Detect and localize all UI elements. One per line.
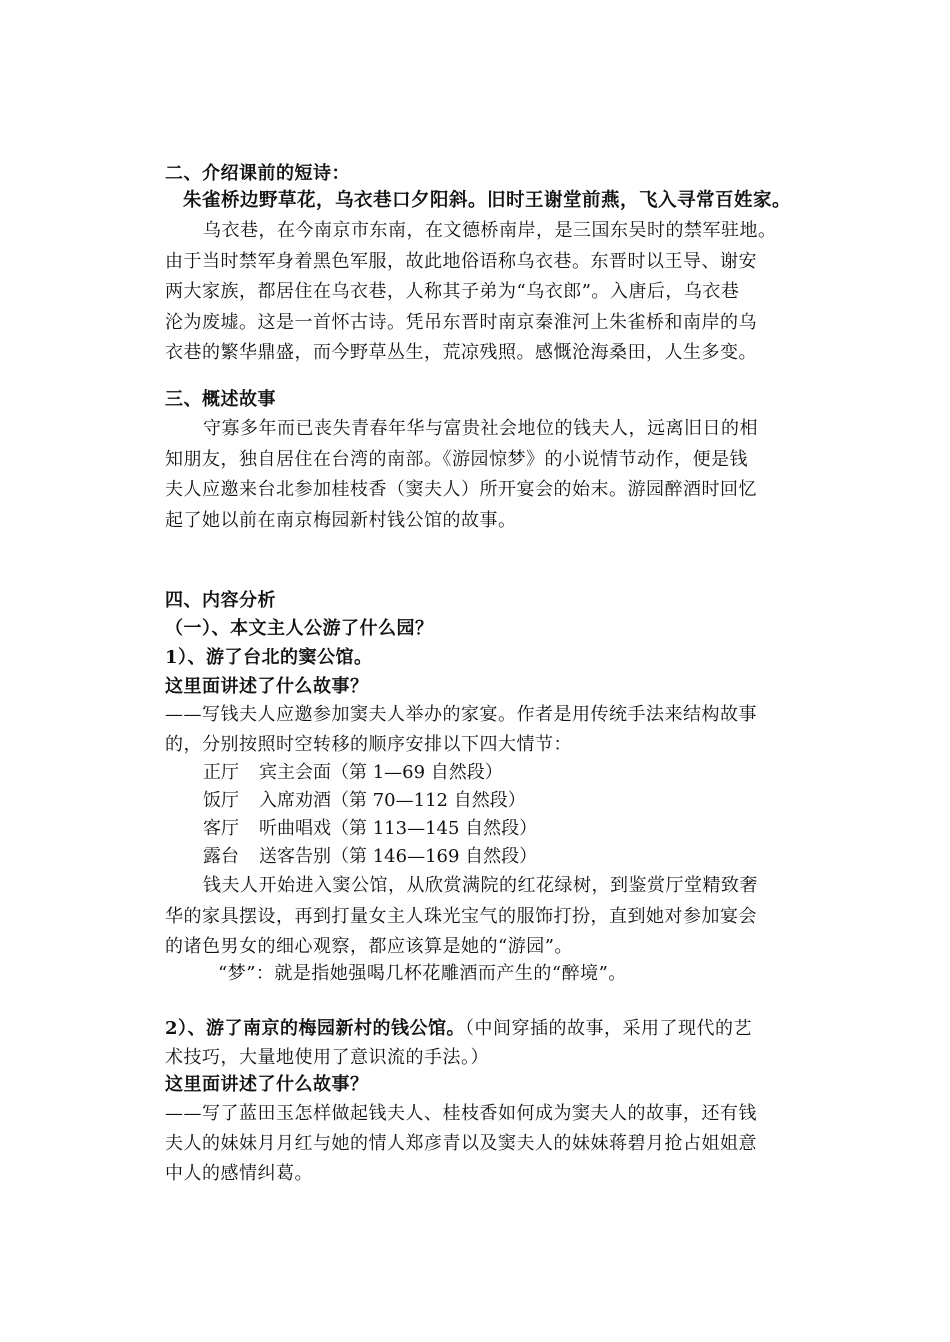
paragraph-line: 华的家具摆设，再到打量女主人珠光宝气的服饰打扮，直到她对参加宴会 xyxy=(165,906,757,927)
question-heading: 这里面讲述了什么故事？ xyxy=(165,1074,369,1095)
paragraph-line: ——写钱夫人应邀参加窦夫人举办的家宴。作者是用传统手法来结构故事 xyxy=(165,704,757,725)
meng-definition: “梦”：就是指她强喝几杯花雕酒而产生的“醉境”。 xyxy=(218,963,627,984)
scene-row xyxy=(203,843,537,871)
item-heading: 2）、游了南京的梅园新村的钱公馆。 xyxy=(165,1018,466,1039)
paragraph-line: 衣巷的繁华鼎盛，而今野草丛生，荒凉残照。感慨沧海桑田，人生多变。 xyxy=(165,342,757,363)
scene-desc: 送客告别（第 146—169 自然段） xyxy=(259,846,538,867)
section4-heading: 四、内容分析 xyxy=(165,590,276,611)
paragraph-line: 知朋友，独自居住在台湾的南部。《游园惊梦》的小说情节动作，便是钱 xyxy=(165,449,748,470)
scene-row xyxy=(203,759,503,787)
item2-note: （中间穿插的故事，采用了现代的艺 xyxy=(465,1018,753,1039)
item2-line xyxy=(165,1015,752,1043)
paragraph-line: 钱夫人开始进入窦公馆，从欣赏满院的红花绿树，到鉴赏厅堂精致奢 xyxy=(203,875,758,896)
paragraph-line: 两大家族，都居住在乌衣巷，人称其子弟为“乌衣郎”。入唐后，乌衣巷 xyxy=(165,281,740,302)
paragraph-line: 沦为废墟。这是一首怀古诗。凭吊东晋时南京秦淮河上朱雀桥和南岸的乌 xyxy=(165,312,757,333)
scene-room: 正厅 xyxy=(203,762,239,783)
scene-room: 饭厅 xyxy=(203,790,239,811)
scene-row xyxy=(203,815,537,843)
paragraph-line: 中人的感情纠葛。 xyxy=(165,1163,313,1184)
paragraph-line: ——写了蓝田玉怎样做起钱夫人、桂枝香如何成为窦夫人的故事，还有钱 xyxy=(165,1103,757,1124)
section3-heading: 三、概述故事 xyxy=(165,389,276,410)
paragraph-line: 由于当时禁军身着黑色军服，故此地俗语称乌衣巷。东晋时以王导、谢安 xyxy=(165,251,757,272)
paragraph-line: 的诸色男女的细心观察，都应该算是她的“游园”。 xyxy=(165,936,573,957)
question-heading: 这里面讲述了什么故事？ xyxy=(165,676,369,697)
scene-row xyxy=(203,787,526,815)
paragraph-line: 起了她以前在南京梅园新村钱公馆的故事。 xyxy=(165,510,517,531)
paragraph-line: 夫人应邀来台北参加桂枝香（窦夫人）所开宴会的始末。游园醉酒时回忆 xyxy=(165,479,757,500)
poem: 朱雀桥边野草花，乌衣巷口夕阳斜。旧时王谢堂前燕，飞入寻常百姓家。 xyxy=(183,190,792,211)
item-heading: 1）、游了台北的窦公馆。 xyxy=(165,647,373,668)
scene-room: 客厅 xyxy=(203,818,239,839)
scene-desc: 宾主会面（第 1—69 自然段） xyxy=(259,762,503,783)
scene-desc: 听曲唱戏（第 113—145 自然段） xyxy=(259,818,538,839)
paragraph-line: 守寡多年而已丧失青春年华与富贵社会地位的钱夫人，远离旧日的相 xyxy=(203,418,758,439)
paragraph-line: 术技巧，大量地使用了意识流的手法。） xyxy=(165,1047,489,1068)
scene-room: 露台 xyxy=(203,846,239,867)
paragraph-line: 夫人的妹妹月月红与她的情人郑彦青以及窦夫人的妹妹蒋碧月抢占姐姐意 xyxy=(165,1133,757,1154)
paragraph-line: 乌衣巷，在今南京市东南，在文德桥南岸，是三国东吴时的禁军驻地。 xyxy=(203,220,777,241)
section2-heading: 二、介绍课前的短诗： xyxy=(165,163,350,184)
subsection-heading: （一）、本文主人公游了什么园？ xyxy=(165,618,434,639)
paragraph-line: 的，分别按照时空转移的顺序安排以下四大情节： xyxy=(165,734,572,755)
scene-desc: 入席劝酒（第 70—112 自然段） xyxy=(259,790,526,811)
